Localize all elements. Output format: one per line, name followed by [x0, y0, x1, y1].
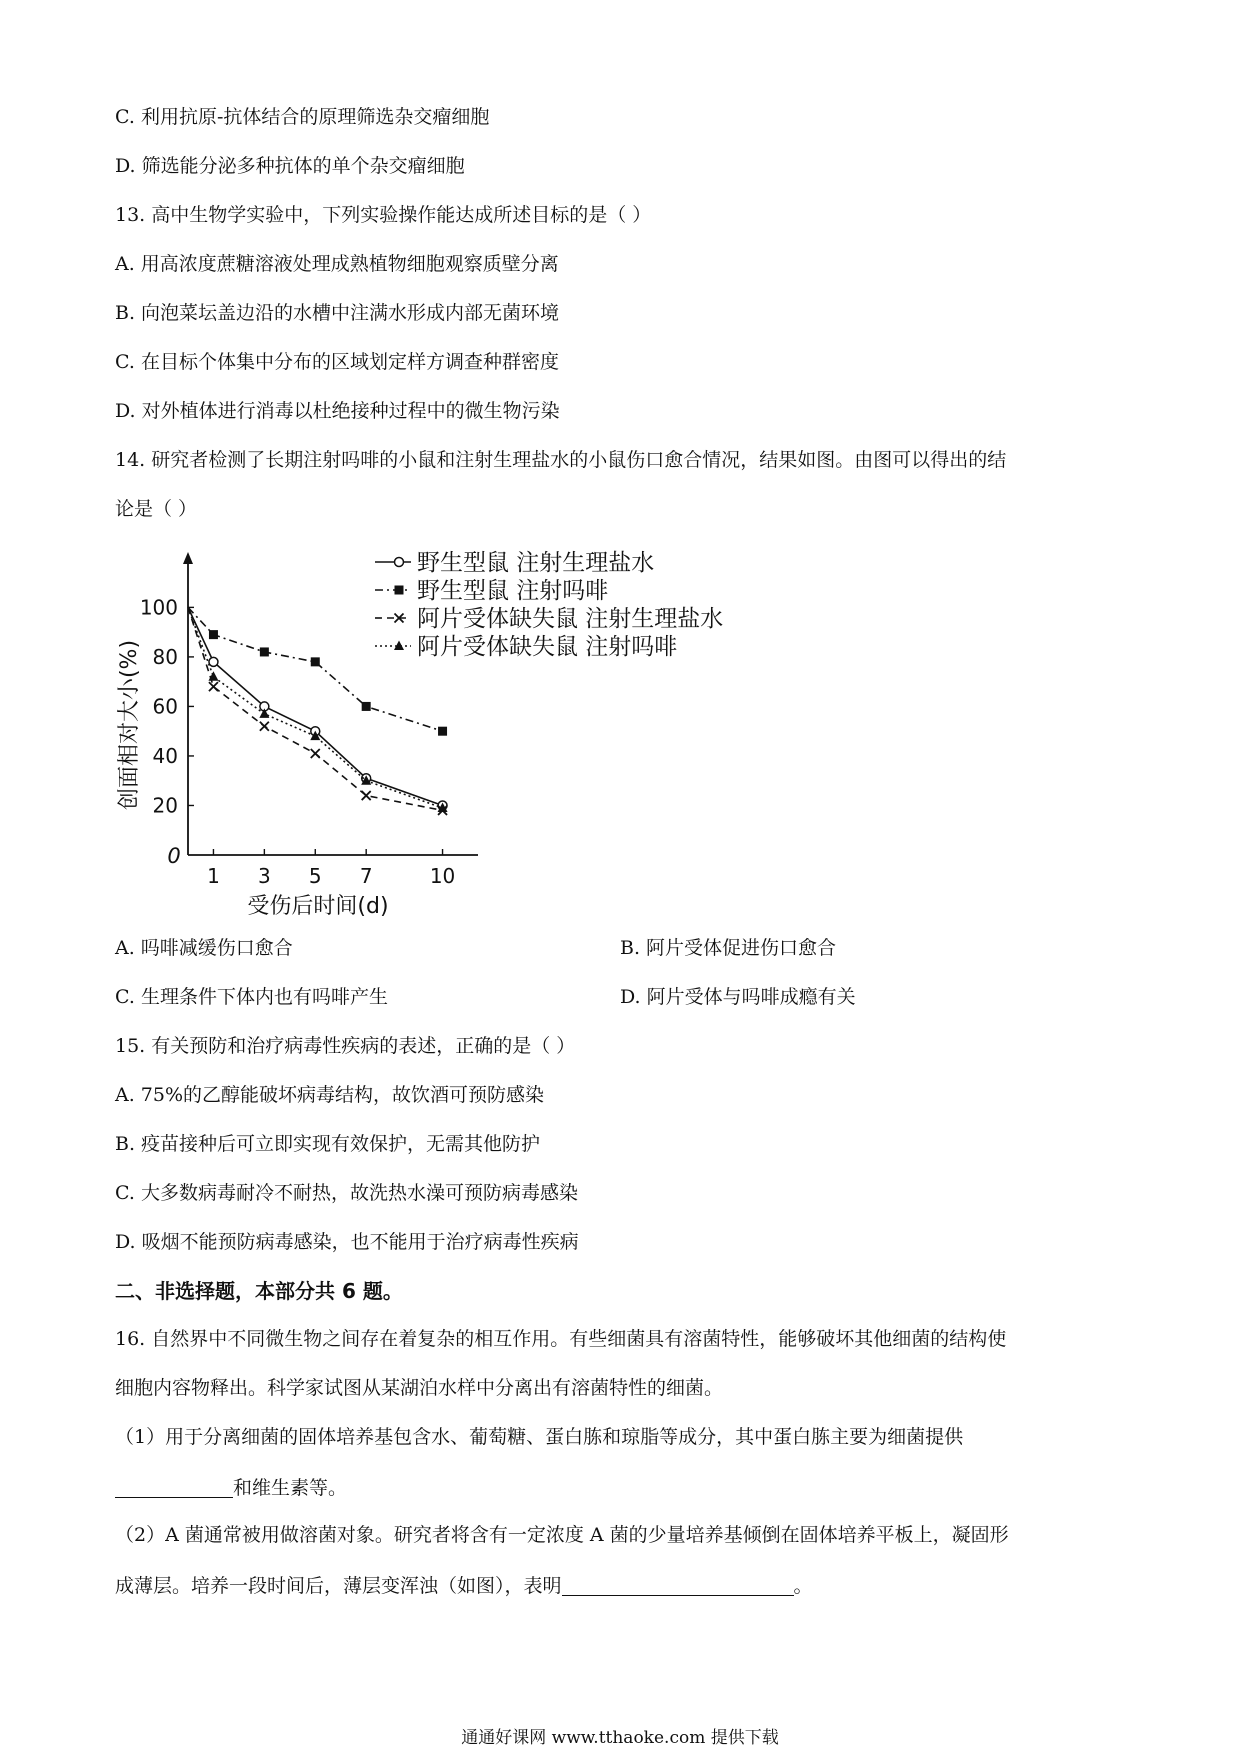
q13-option-b: B. 向泡菜坛盖边沿的水槽中注满水形成内部无菌环境 [115, 302, 560, 324]
data-point-series-3 [311, 749, 320, 758]
wound-healing-chart [105, 548, 825, 918]
data-point-series-2 [260, 647, 269, 656]
data-point-series-2 [438, 727, 447, 736]
data-point-series-3 [260, 722, 269, 731]
series-line-1 [188, 607, 443, 805]
legend-label-4: 阿片受体缺失鼠 注射吗啡 [417, 634, 678, 660]
data-point-series-3 [209, 682, 218, 691]
legend-label-1: 野生型鼠 注射生理盐水 [417, 550, 655, 576]
q16-part1-text: 和维生素等。 [233, 1477, 348, 1499]
q12-option-d: D. 筛选能分泌多种抗体的单个杂交瘤细胞 [115, 155, 465, 177]
y-tick-label: 100 [139, 595, 178, 620]
q14-option-d: D. 阿片受体与吗啡成瘾有关 [620, 986, 856, 1008]
q16-part2-line1: （2）A 菌通常被用做溶菌对象。研究者将含有一定浓度 A 菌的少量培养基倾倒在固体培养平板上，凝固形 [115, 1524, 1009, 1546]
answer-blank[interactable] [562, 1575, 794, 1596]
data-point-series-3 [362, 791, 371, 800]
data-point-series-2 [362, 702, 371, 711]
series-line-3 [188, 607, 443, 810]
q16-part1-line2 [115, 1477, 347, 1498]
q13-option-c: C. 在目标个体集中分布的区域划定样方调查种群密度 [115, 351, 559, 373]
q15-option-a: A. 75%的乙醇能破坏病毒结构，故饮酒可预防感染 [115, 1084, 545, 1106]
y-tick-label: 40 [152, 743, 178, 768]
q13-option-a: A. 用高浓度蔗糖溶液处理成熟植物细胞观察质壁分离 [115, 253, 559, 275]
q16-stem-line2: 细胞内容物释出。科学家试图从某湖泊水样中分离出有溶菌特性的细菌。 [115, 1377, 724, 1399]
origin-label: 0 [167, 844, 181, 868]
x-tick-label: 7 [359, 864, 373, 888]
q15-option-c: C. 大多数病毒耐冷不耐热，故洗热水澡可预防病毒感染 [115, 1182, 578, 1204]
x-tick-label: 10 [429, 864, 456, 888]
series-line-4 [188, 607, 443, 808]
q16-stem-line1: 16. 自然界中不同微生物之间存在着复杂的相互作用。有些细菌具有溶菌特性，能够破坏其他细菌的结构使 [115, 1328, 1007, 1350]
data-point-series-2 [311, 657, 320, 666]
legend-label-3: 阿片受体缺失鼠 注射生理盐水 [417, 606, 724, 632]
x-tick-label: 3 [257, 864, 271, 888]
q13-option-d: D. 对外植体进行消毒以杜绝接种过程中的微生物污染 [115, 400, 560, 422]
data-point-series-1 [209, 657, 218, 666]
y-tick-label: 20 [152, 793, 178, 818]
q16-part2-text: 成薄层。培养一段时间后，薄层变浑浊（如图），表明 [115, 1575, 562, 1597]
q13-stem: 13. 高中生物学实验中，下列实验操作能达成所述目标的是（ ） [115, 204, 652, 226]
q14-option-a: A. 吗啡减缓伤口愈合 [115, 937, 293, 959]
y-axis-label: 创面相对大小(%) [117, 639, 142, 811]
q16-part2-end: 。 [793, 1575, 813, 1597]
y-tick-label: 80 [152, 644, 178, 669]
y-axis-arrow [183, 552, 193, 564]
answer-blank[interactable] [115, 1477, 233, 1498]
q15-option-b: B. 疫苗接种后可立即实现有效保护，无需其他防护 [115, 1133, 541, 1155]
section-2-heading: 二、非选择题，本部分共 6 题。 [115, 1279, 403, 1303]
q16-part2-line2 [115, 1575, 813, 1596]
x-axis-label: 受伤后时间(d) [247, 894, 389, 918]
footer-source: 通通好课网 www.tthaoke.com 提供下载 [461, 1728, 779, 1748]
legend-marker-2 [395, 586, 404, 595]
y-tick-label: 60 [152, 694, 178, 719]
series-line-2 [188, 607, 443, 731]
q12-option-c: C. 利用抗原-抗体结合的原理筛选杂交瘤细胞 [115, 106, 490, 128]
q14-stem-line2: 论是（ ） [115, 498, 198, 520]
q14-stem-line1: 14. 研究者检测了长期注射吗啡的小鼠和注射生理盐水的小鼠伤口愈合情况，结果如图。由图可以得出的结 [115, 449, 1007, 471]
x-tick-label: 1 [207, 864, 220, 888]
q15-stem: 15. 有关预防和治疗病毒性疾病的表述，正确的是（ ） [115, 1035, 576, 1057]
q14-option-b: B. 阿片受体促进伤口愈合 [620, 937, 837, 959]
q15-option-d: D. 吸烟不能预防病毒感染，也不能用于治疗病毒性疾病 [115, 1231, 579, 1253]
legend-label-2: 野生型鼠 注射吗啡 [417, 578, 609, 604]
x-tick-label: 5 [308, 864, 322, 888]
q16-part1-line1: （1）用于分离细菌的固体培养基包含水、葡萄糖、蛋白胨和琼脂等成分，其中蛋白胨主要为细菌提供 [115, 1426, 964, 1448]
data-point-series-2 [209, 630, 218, 639]
legend-marker-1 [395, 558, 404, 567]
q14-option-c: C. 生理条件下体内也有吗啡产生 [115, 986, 388, 1008]
